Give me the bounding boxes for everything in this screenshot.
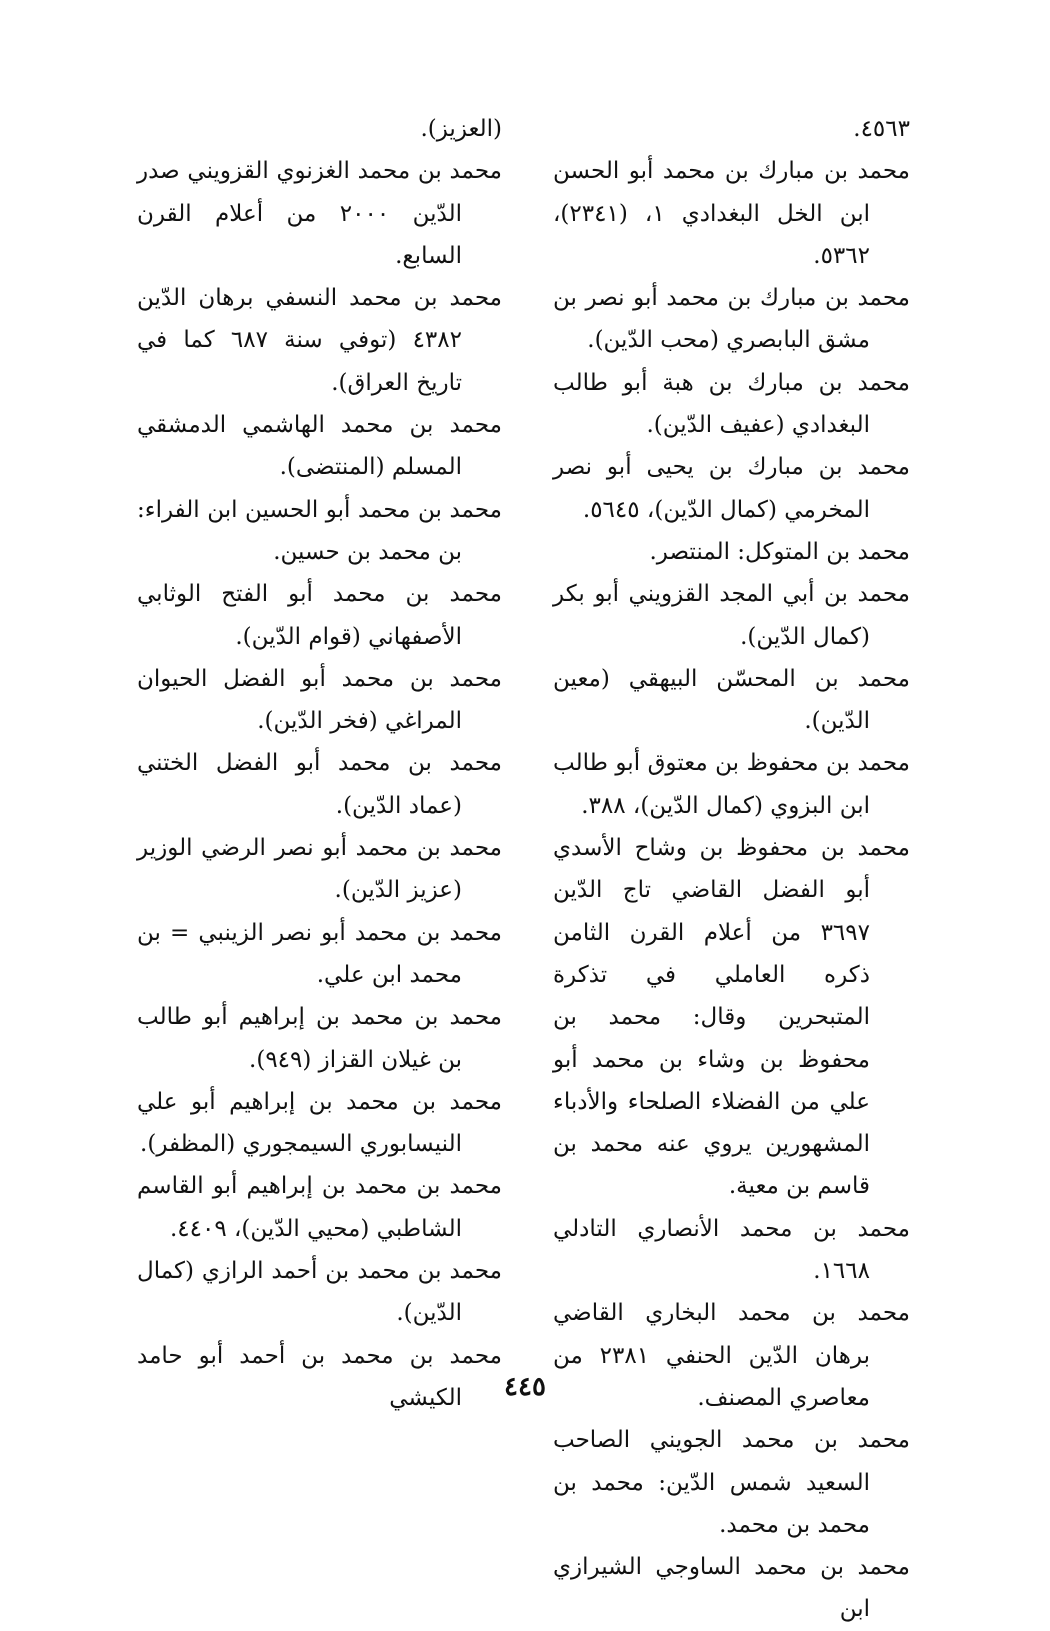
index-entry: محمد بن مبارك بن هبة أبو طالب البغدادي (عفيف الدّين). [553,369,910,439]
right-column [553,108,910,1631]
index-entry: محمد بن المحسّن البيهقي (معين الدّين). [553,665,910,735]
index-entry: محمد بن مبارك بن يحيى أبو نصر المخرمي (كمال الدّين)، ٥٦٤٥. [553,454,910,523]
page-number: ٤٤٥ [504,1372,546,1402]
index-entry: محمد بن محمد أبو نصر الرضي الوزير (عزيز الدّين). [137,835,502,904]
index-entry: محمد بن محمد الغزنوي القزويني صدر الدّين ٢٠٠٠ من أعلام القرن السابع. [137,158,502,269]
index-entry: محمد بن مبارك بن محمد أبو نصر بن مشق البابصري (محب الدّين). [553,285,910,354]
index-entry: ٤٥٦٣. [853,116,910,142]
index-entry: محمد بن محفوظ بن معتوق أبو طالب ابن البزوي (كمال الدّين)، ٣٨٨. [553,750,910,819]
index-entry: محمد بن محمد بن أحمد الرازي (كمال الدّين). [137,1258,502,1327]
index-entry: محمد بن محمد أبو الفتح الوثابي الأصفهاني (قوام الدّين). [137,581,502,650]
index-entry: محمد بن محمد النسفي برهان الدّين ٤٣٨٢ (توفي سنة ٦٨٧ كما في تاريخ العراق). [137,285,502,396]
index-entry: محمد بن محمد الجويني الصاحب السعيد شمس الدّين: محمد بن محمد بن محمد. [553,1427,910,1538]
index-entry: محمد بن محمد أبو الفضل الحيوان المراغي (فخر الدّين). [137,665,502,735]
index-entry: محمد بن محمد بن إبراهيم أبو طالب بن غيلان القزاز (٩٤٩). [137,1004,502,1073]
index-entry: محمد بن محمد بن إبراهيم أبو علي النيسابوري السيمجوري (المظفر). [137,1088,502,1158]
index-entry: (العزيز). [420,116,502,142]
index-entry: محمد بن محمد الساوجي الشيرازي ابن [553,1554,910,1623]
index-entry: محمد بن محمد البخاري القاضي برهان الدّين الحنفي ٢٣٨١ من معاصري المصنف. [553,1300,910,1411]
index-entry: محمد بن محمد أبو نصر الزينبي = بن محمد ابن علي. [137,919,502,988]
index-entry: محمد بن المتوكل: المنتصر. [649,538,910,565]
left-column [137,108,502,1419]
index-entry: محمد بن مبارك بن محمد أبو الحسن ابن الخل البغدادي ١، (٢٣٤١)، ٥٣٦٢. [553,158,910,269]
index-entry: محمد بن محمد أبو الفضل الختني (عماد الدّين). [137,750,502,819]
index-entry: محمد بن محمد أبو الحسين ابن الفراء: بن محمد بن حسين. [137,496,502,565]
index-entry: محمد بن أبي المجد القزويني أبو بكر (كمال الدّين). [553,581,910,650]
index-entry: محمد بن محفوظ بن وشاح الأسدي أبو الفضل القاضي تاج الدّين ٣٦٩٧ من أعلام القرن الثامن ذكره العاملي في تذكرة المتبحرين وقال: محمد بن محفوظ بن وشاء بن محمد أبو علي من الفضلاء الصلحاء والأدباء المشهورين يروي عنه محمد بن قاسم بن معية. [553,835,910,1200]
index-entry: محمد بن محمد الأنصاري التادلي ١٦٦٨. [553,1215,910,1285]
index-entry: محمد بن محمد بن أحمد أبو حامد الكيشي [137,1342,502,1411]
index-entry: محمد بن محمد الهاشمي الدمشقي المسلم (المنتضى). [137,412,502,481]
index-entry: محمد بن محمد بن إبراهيم أبو القاسم الشاطبي (محيي الدّين)، ٤٤٠٩. [137,1173,502,1242]
